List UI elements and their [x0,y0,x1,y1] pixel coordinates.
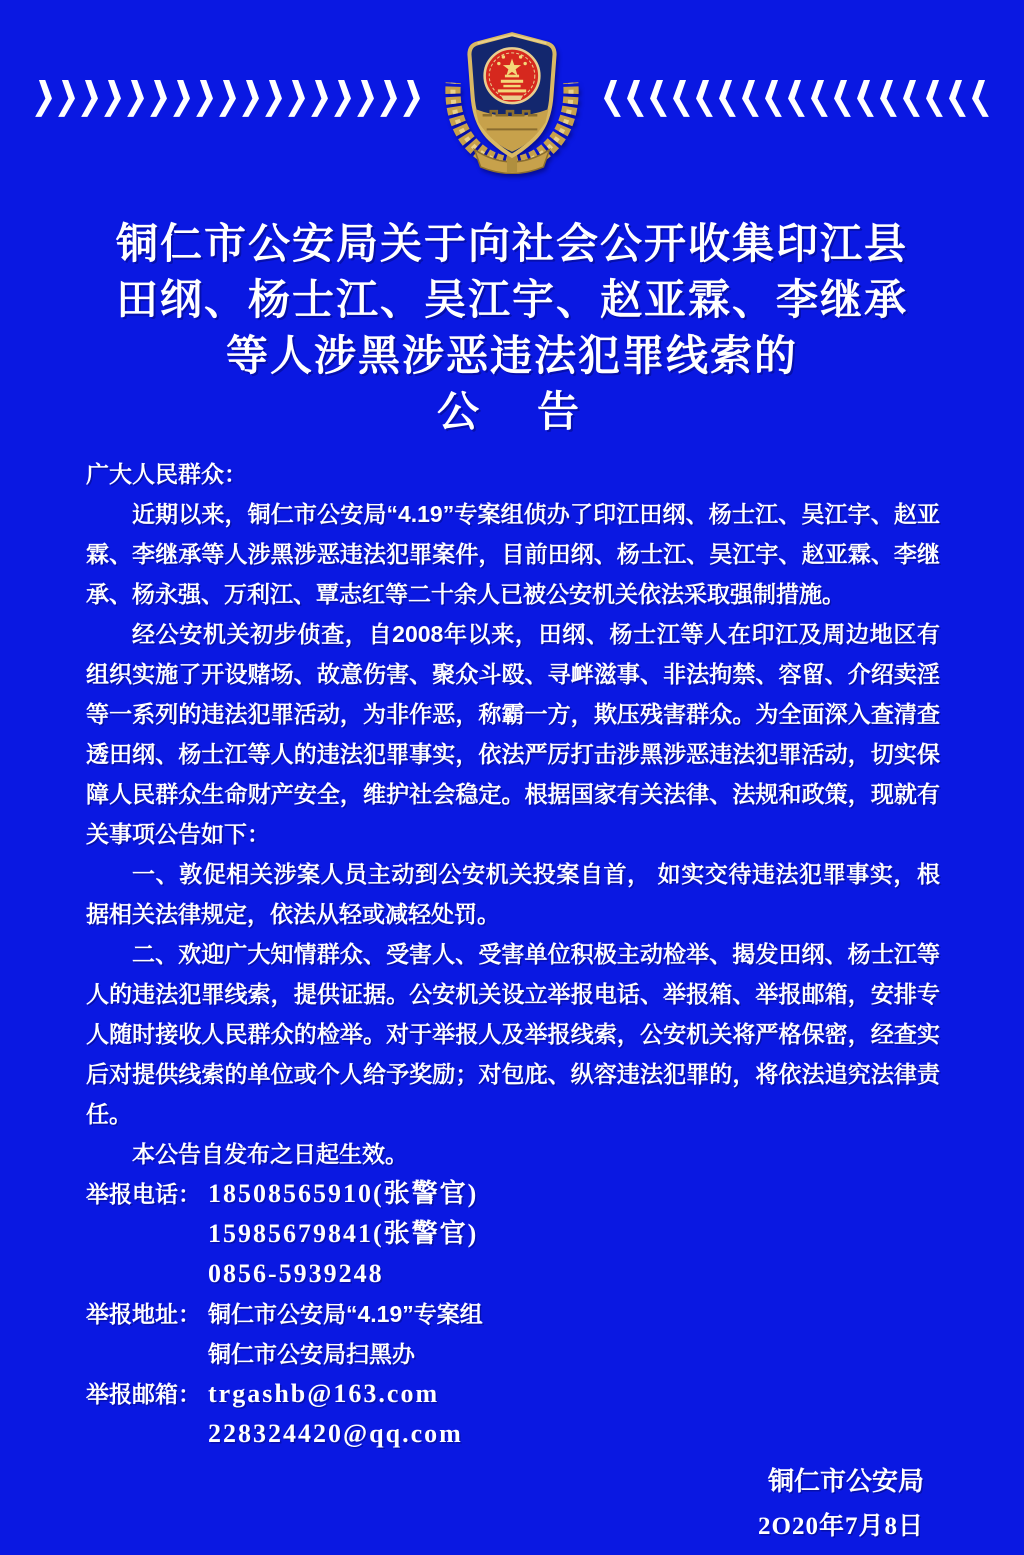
title-line-4: 公 告 [436,388,587,435]
paragraph-3: 一、敦促相关涉案人员主动到公安机关投案自首， 如实交待违法犯罪事实，根据相关法律规定，依法从轻或减轻处罚。 [86,861,940,927]
phone-number-2: 15985679841(张警官) [208,1219,479,1248]
email-label: 举报邮箱： [86,1381,201,1407]
chevron-left-icon [763,80,782,117]
salutation: 广大人民群众： [86,461,247,487]
phone-values [208,1174,940,1294]
chevron-left-icon [855,80,874,117]
police-badge-icon [436,22,588,174]
chevron-row-right [604,80,987,117]
issuing-org: 铜仁市公安局 [767,1466,924,1496]
phone-label: 举报电话： [86,1181,201,1207]
chevron-left-icon [901,80,920,117]
chevron-left-icon [947,80,966,117]
chevron-left-icon [970,80,989,117]
chevron-right-icon [242,80,261,117]
email-values [208,1374,940,1454]
chevron-left-icon [625,80,644,117]
chevron-right-icon [403,80,422,117]
paragraph-4: 二、欢迎广大知情群众、受害人、受害单位积极主动检举、揭发田纲、杨士江等人的违法犯罪线索，提供证据。公安机关设立举报电话、举报箱、举报邮箱，安排专人随时接收人民群众的检举。对于举报人及举报线索，公安机关将严格保密，经查实后对提供线索的单位或个人给予奖励；对包庇、纵容违法犯罪的，将依法追究法律责任。 [86,941,940,1127]
contact-row-email [86,1374,940,1454]
chevron-right-icon [357,80,376,117]
chevron-right-icon [265,80,284,117]
chevron-right-icon [35,80,54,117]
chevron-left-icon [786,80,805,117]
paragraph-5: 本公告自发布之日起生效。 [132,1141,408,1167]
chevron-right-icon [104,80,123,117]
chevron-right-icon [219,80,238,117]
chevron-right-icon [127,80,146,117]
chevron-right-icon [81,80,100,117]
email-address-2: 228324420@qq.com [208,1419,463,1448]
chevron-left-icon [671,80,690,117]
chevron-right-icon [150,80,169,117]
address-line-1: 铜仁市公安局“4.19”专案组 [208,1301,483,1327]
phone-number-1: 18508565910(张警官) [208,1179,479,1208]
contact-section [0,1174,1024,1454]
chevron-right-icon [196,80,215,117]
email-address-1: trgashb@163.com [208,1379,440,1408]
chevron-left-icon [717,80,736,117]
chevron-right-icon [311,80,330,117]
address-line-2: 铜仁市公安局扫黑办 [208,1341,415,1367]
chevron-right-icon [334,80,353,117]
title-line-2: 田纲、杨士江、吴江宇、赵亚霖、李继承 [115,276,908,323]
chevron-left-icon [832,80,851,117]
chevron-left-icon [648,80,667,117]
address-label: 举报地址： [86,1301,201,1327]
contact-row-phone [86,1174,940,1294]
signature-block [0,1458,1024,1550]
chevron-left-icon [809,80,828,117]
issue-date: 2O20年7月8日 [758,1513,924,1540]
chevron-left-icon [878,80,897,117]
chevron-right-icon [58,80,77,117]
chevron-left-icon [602,80,621,117]
header-banner [0,0,1024,196]
announcement-title [0,216,1024,440]
chevron-right-icon [173,80,192,117]
paragraph-1: 近期以来，铜仁市公安局“4.19”专案组侦办了印江田纲、杨士江、吴江宇、赵亚霖、李继承等人涉黑涉恶违法犯罪案件，目前田纲、杨士江、吴江宇、赵亚霖、李继承、杨永强、万利江、覃志红等二十余人已被公安机关依法采取强制措施。 [86,501,940,607]
chevron-left-icon [740,80,759,117]
chevron-row-left [37,80,420,117]
title-line-1: 铜仁市公安局关于向社会公开收集印江县 [115,220,908,267]
paragraph-2: 经公安机关初步侦查，自2008年以来，田纲、杨士江等人在印江及周边地区有组织实施了开设赌场、故意伤害、聚众斗殴、寻衅滋事、非法拘禁、容留、介绍卖淫等一系列的违法犯罪活动，为非作恶，称霸一方，欺压残害群众。为全面深入查清查透田纲、杨士江等人的违法犯罪事实，依法严厉打击涉黑涉恶违法犯罪活动，切实保障人民群众生命财产安全，维护社会稳定。根据国家有关法律、法规和政策，现就有关事项公告如下： [86,621,940,847]
announcement-body [0,454,1024,1174]
chevron-left-icon [924,80,943,117]
title-line-3: 等人涉黑涉恶违法犯罪线索的 [225,332,798,379]
chevron-right-icon [288,80,307,117]
chevron-left-icon [694,80,713,117]
contact-row-address [86,1294,940,1374]
address-values [208,1294,940,1374]
chevron-right-icon [380,80,399,117]
phone-number-3: 0856-5939248 [208,1259,384,1288]
